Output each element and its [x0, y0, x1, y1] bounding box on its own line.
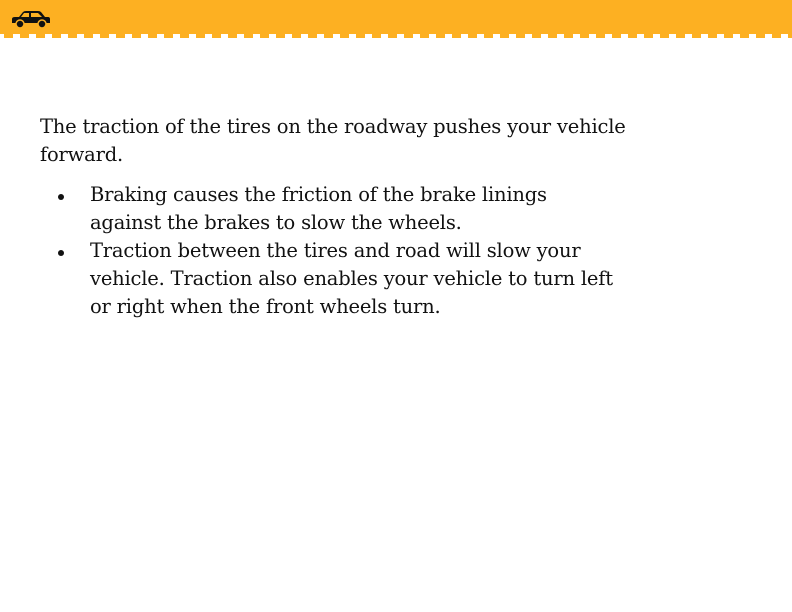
band-dash: [260, 34, 269, 38]
band-dash: [692, 34, 701, 38]
band-dash: [580, 34, 589, 38]
band-dash: [564, 34, 573, 38]
band-dash: [164, 34, 173, 38]
band-dash: [676, 34, 685, 38]
band-dash: [276, 34, 285, 38]
band-dash: [228, 34, 237, 38]
band-dash: [4, 34, 13, 38]
band-dash: [612, 34, 621, 38]
header-band: [0, 0, 792, 40]
band-dash: [20, 34, 29, 38]
bullet-dot-icon: [58, 194, 64, 200]
bullet-text: Braking causes the friction of the brake linings against the brakes to slow the wheels.: [90, 183, 547, 234]
band-dash: [180, 34, 189, 38]
band-dash: [372, 34, 381, 38]
band-dash: [52, 34, 61, 38]
bullet-dot-icon: [58, 250, 64, 256]
band-dash: [484, 34, 493, 38]
bullet-item: [40, 181, 620, 237]
bullet-list: [40, 181, 640, 321]
band-dash: [532, 34, 541, 38]
band-dash: [308, 34, 317, 38]
band-dash: [36, 34, 45, 38]
band-dash: [388, 34, 397, 38]
band-dash: [756, 34, 765, 38]
band-dash: [628, 34, 637, 38]
band-dash: [596, 34, 605, 38]
band-dash: [436, 34, 445, 38]
band-dash: [420, 34, 429, 38]
band-dash: [196, 34, 205, 38]
band-dash: [132, 34, 141, 38]
slide-body: [40, 113, 640, 321]
band-dash: [148, 34, 157, 38]
band-dash: [100, 34, 109, 38]
band-dash: [548, 34, 557, 38]
band-dash: [516, 34, 525, 38]
band-dash: [68, 34, 77, 38]
band-dash: [788, 34, 792, 38]
band-dash: [644, 34, 653, 38]
band-dash: [324, 34, 333, 38]
bullet-text: Traction between the tires and road will slow your vehicle. Traction also enables your vehicle to turn left or right when the front wheels turn.: [90, 239, 613, 318]
band-dash: [340, 34, 349, 38]
band-dash: [292, 34, 301, 38]
band-dash: [212, 34, 221, 38]
band-dash: [724, 34, 733, 38]
intro-paragraph: The traction of the tires on the roadway pushes your vehicle forward.: [40, 115, 626, 166]
band-dash: [244, 34, 253, 38]
band-dash: [740, 34, 749, 38]
band-dash: [404, 34, 413, 38]
band-dash: [116, 34, 125, 38]
car-icon: [10, 9, 52, 29]
band-dash: [708, 34, 717, 38]
bullet-item: [40, 237, 620, 321]
band-dash: [356, 34, 365, 38]
band-dash: [84, 34, 93, 38]
band-dash: [452, 34, 461, 38]
band-dash: [468, 34, 477, 38]
band-dash: [500, 34, 509, 38]
band-dash: [772, 34, 781, 38]
band-dash: [660, 34, 669, 38]
